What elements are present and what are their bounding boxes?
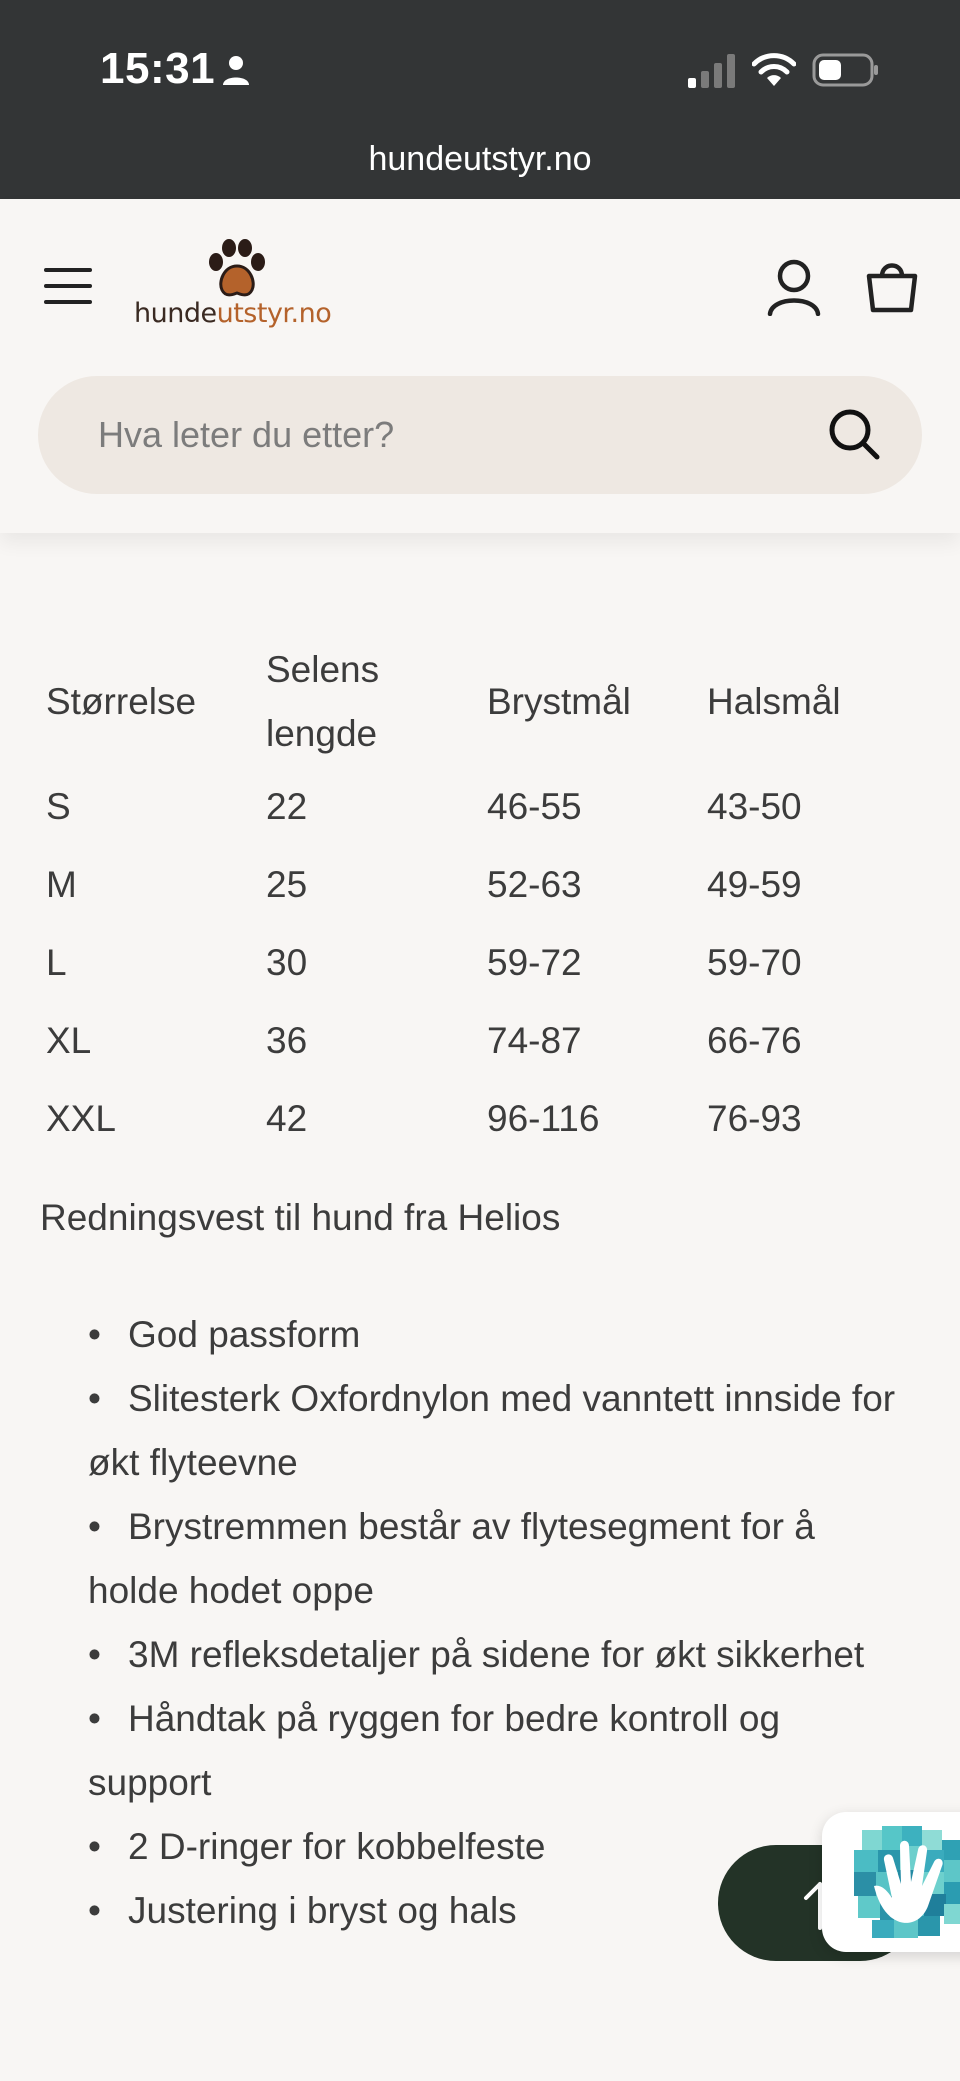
table-cell: 46-55: [487, 786, 582, 827]
list-item: • God passform: [88, 1303, 908, 1367]
table-row: [46, 924, 907, 1002]
battery-icon: [812, 52, 880, 88]
table-cell: L: [46, 942, 67, 983]
table-cell: 36: [266, 1020, 308, 1061]
table-cell: XXL: [46, 1098, 116, 1139]
header-harness-length: Selens lengde: [266, 649, 380, 754]
table-cell: 25: [266, 864, 308, 905]
header-chest: Brystmål: [487, 681, 631, 722]
table-cell: M: [46, 864, 77, 905]
status-time: 15:31: [100, 44, 216, 93]
account-icon[interactable]: [766, 258, 822, 316]
table-cell: XL: [46, 1020, 92, 1061]
table-row: [46, 1002, 907, 1080]
list-item: • 3M refleksdetaljer på sidene for økt sikkerhet: [88, 1623, 908, 1687]
table-cell: 66-76: [707, 1020, 802, 1061]
size-table-header: [46, 636, 907, 768]
person-icon: [222, 54, 250, 86]
table-cell: 59-72: [487, 942, 582, 983]
signal-icon: [688, 54, 738, 88]
table-cell: 52-63: [487, 864, 582, 905]
table-row: [46, 768, 907, 846]
search-icon[interactable]: [826, 406, 882, 462]
header-neck: Halsmål: [707, 681, 841, 722]
logo-text: hundeutstyr.no: [134, 298, 332, 329]
list-item: • Håndtak på ryggen for bedre kontroll og support: [88, 1687, 908, 1815]
list-item: • Brystremmen består av flytesegment for å holde hodet oppe: [88, 1495, 908, 1623]
search-input[interactable]: [38, 376, 922, 494]
browser-status-bar: [0, 0, 960, 199]
search-placeholder: Hva leter du etter?: [98, 414, 395, 455]
list-item: • Justering i bryst og hals: [88, 1879, 908, 1943]
table-cell: 43-50: [707, 786, 802, 827]
wifi-icon: [752, 52, 796, 88]
table-cell: 96-116: [487, 1098, 600, 1139]
accessibility-hand-icon: [854, 1826, 960, 1938]
list-item: • Slitesterk Oxfordnylon med vanntett innside for økt flyteevne: [88, 1367, 908, 1495]
table-cell: S: [46, 786, 71, 827]
menu-icon[interactable]: [42, 264, 94, 308]
table-cell: 42: [266, 1098, 308, 1139]
table-cell: 30: [266, 942, 308, 983]
paw-icon: [204, 238, 270, 302]
table-cell: 74-87: [487, 1020, 582, 1061]
size-table: [46, 636, 907, 1158]
table-row: [46, 846, 907, 924]
site-logo[interactable]: [134, 238, 348, 334]
table-cell: 76-93: [707, 1098, 802, 1139]
table-cell: 22: [266, 786, 308, 827]
list-item: • 2 D-ringer for kobbelfeste: [88, 1815, 908, 1879]
browser-url[interactable]: hundeutstyr.no: [368, 140, 592, 178]
cart-icon[interactable]: [864, 258, 920, 314]
table-cell: 49-59: [707, 864, 802, 905]
table-cell: 59-70: [707, 942, 802, 983]
header-size: Størrelse: [46, 681, 197, 722]
table-row: [46, 1080, 907, 1158]
product-description-title: Redningsvest til hund fra Helios: [40, 1197, 561, 1238]
